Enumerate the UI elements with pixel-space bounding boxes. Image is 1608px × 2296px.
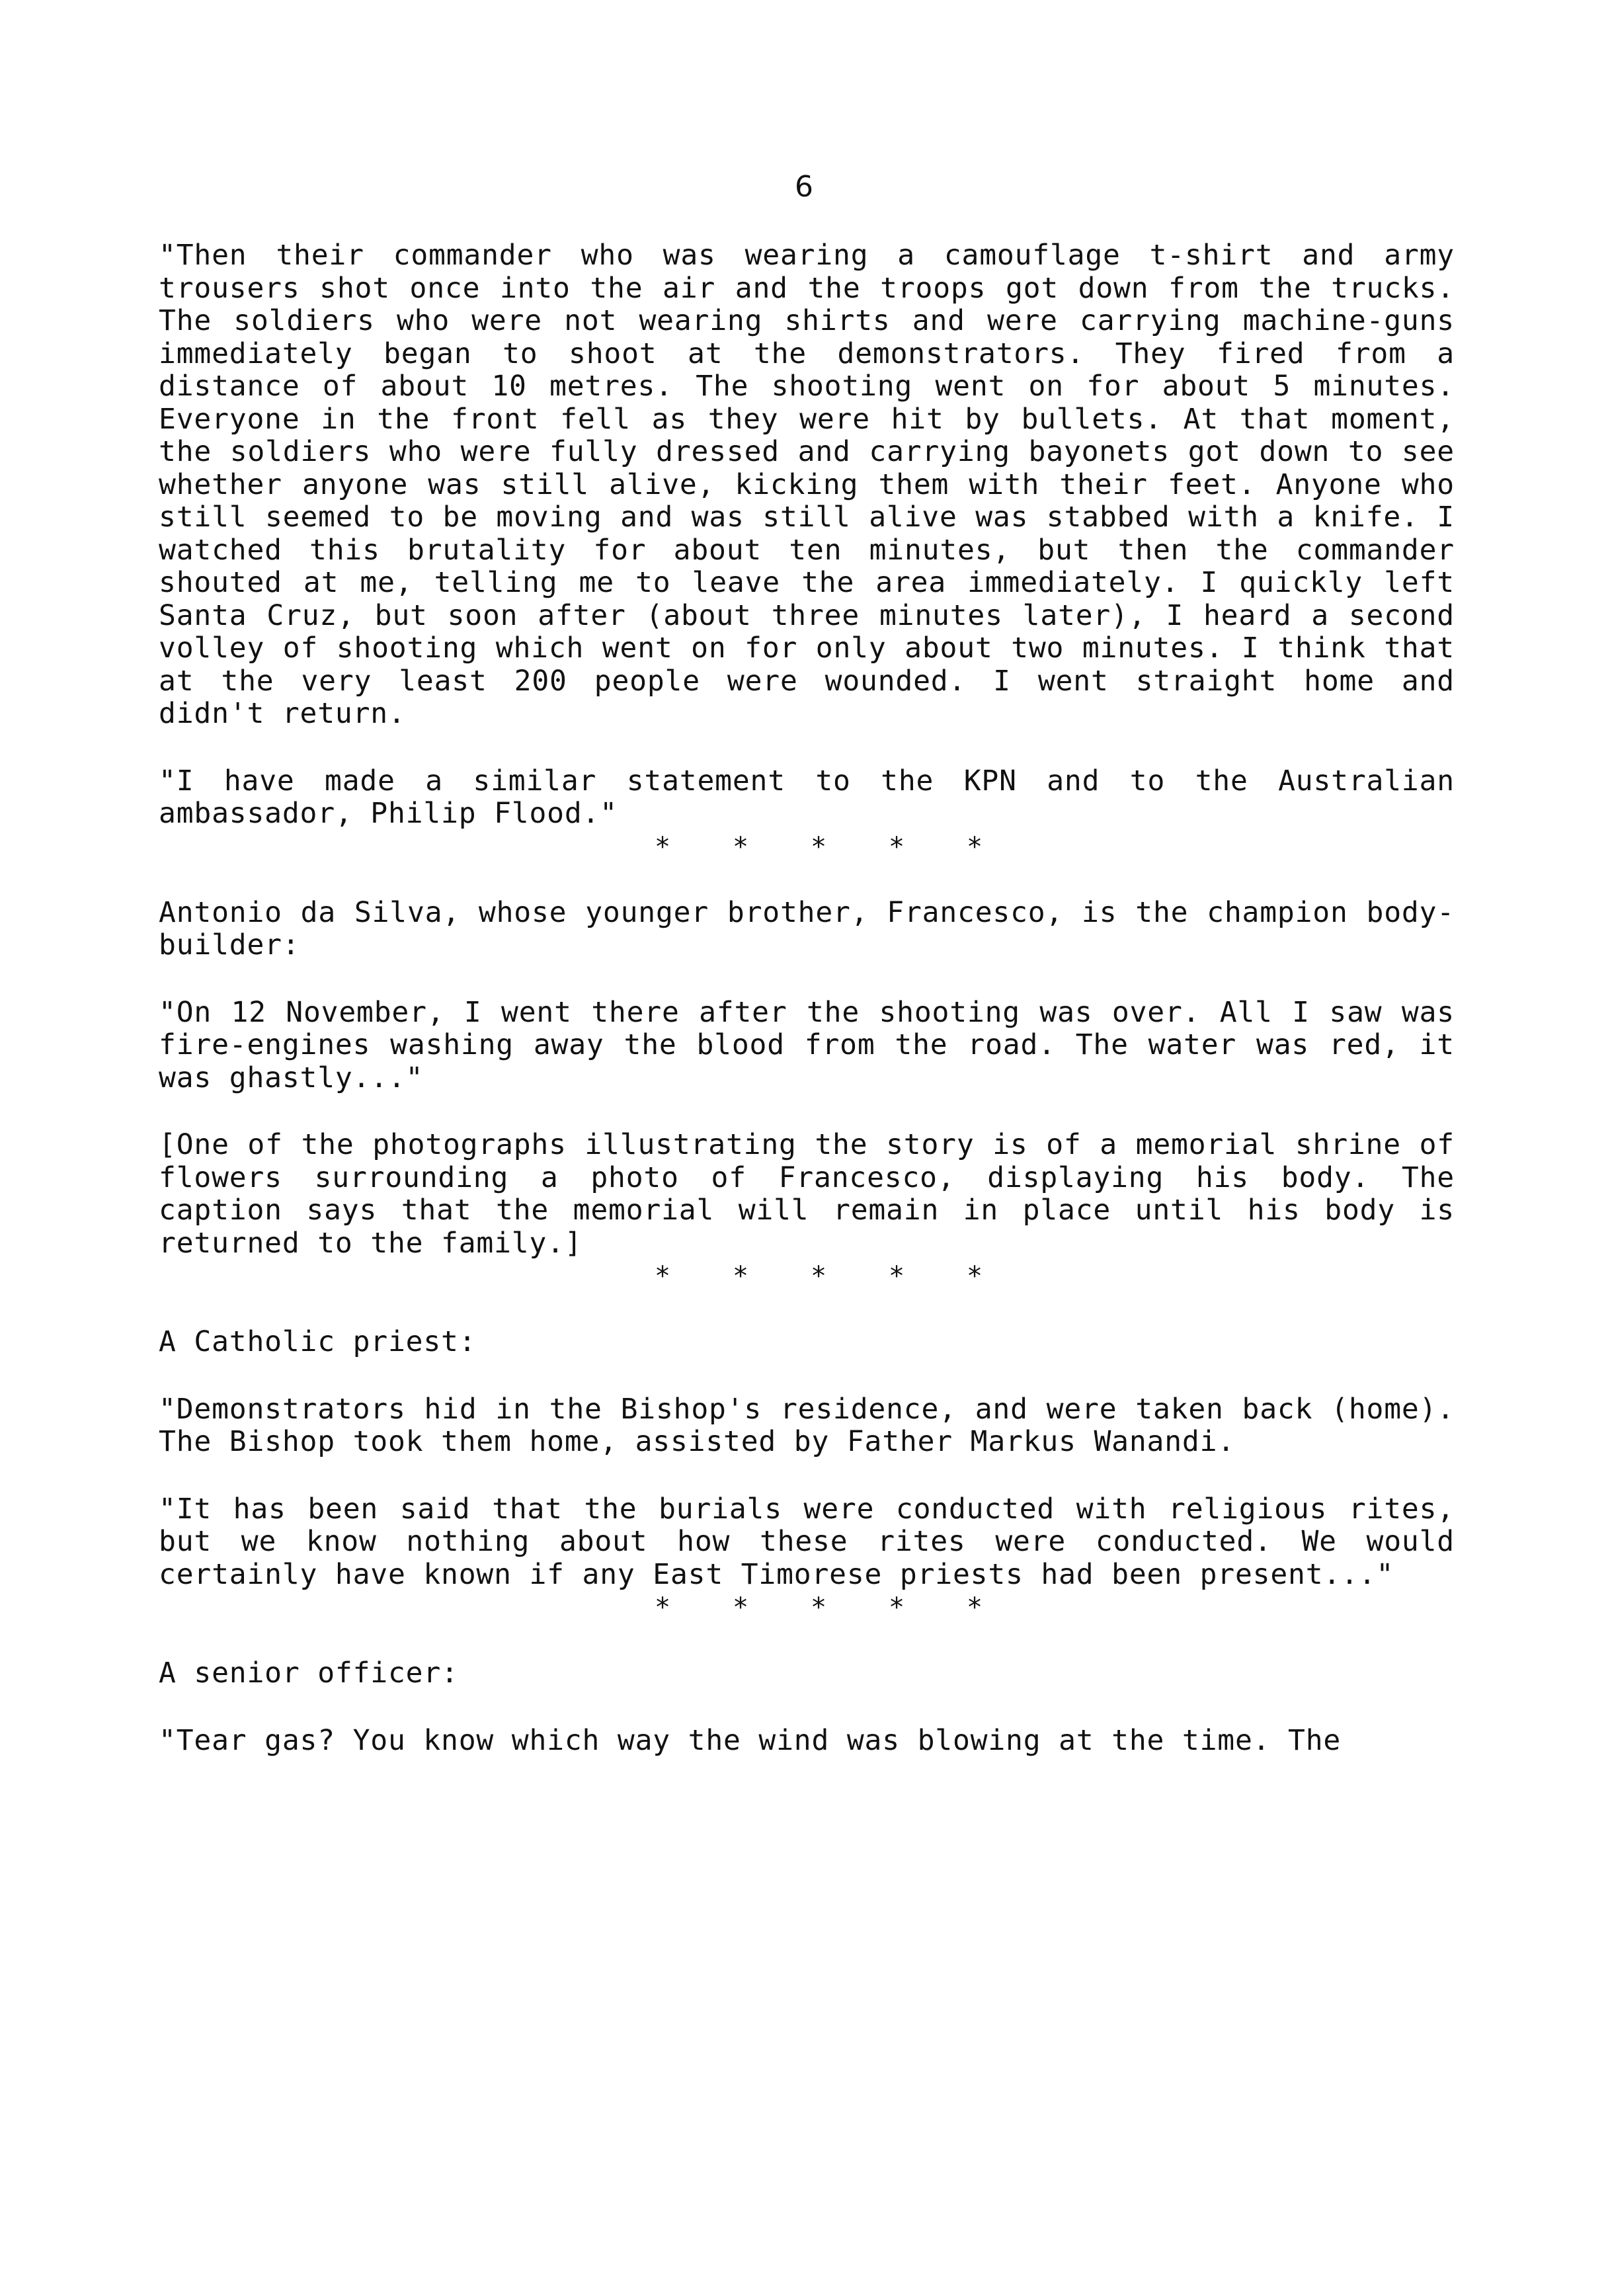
paragraph-testimony-antonio: "On 12 November, I went there after the shooting was over. All I saw was fire-engines washing away the blood from the road. The water was red, it was ghastly..."	[159, 995, 1455, 1094]
document-body	[159, 239, 1455, 1757]
paragraph-statement-kpn: "I have made a similar statement to the KPN and to the Australian ambassador, Philip Flood."	[159, 764, 1455, 830]
paragraph-speaker-priest: A Catholic priest:	[159, 1325, 477, 1358]
section-separator	[159, 1591, 1455, 1624]
section-separator	[159, 1260, 1455, 1293]
separator-star: *	[810, 1592, 827, 1623]
separator-star: *	[888, 1592, 905, 1623]
paragraph-testimony-priest-2: "It has been said that the burials were conducted with religious rites, but we know nothing about how these rites were conducted. We would certainly have known if any East Timorese priests had been present..."	[159, 1492, 1455, 1591]
separator-star: *	[888, 1261, 905, 1292]
paragraph-speaker-officer: A senior officer:	[159, 1657, 459, 1690]
section-separator	[159, 831, 1455, 864]
paragraph-testimony-shooting: "Then their commander who was wearing a camouflage t-shirt and army trousers shot once into the air and the troops got down from the trucks. The soldiers who were not wearing shirts and were carrying machine-guns immediately began to shoot at the demonstrators. They fired from a distance of about 10 metres. The shooting went on for about 5 minutes. Everyone in the front fell as they were hit by bullets. At that moment, the soldiers who were fully dressed and carrying bayonets got down to see whether anyone was still alive, kicking them with their feet. Anyone who still seemed to be moving and was still alive was stabbed with a knife. I watched this brutality for about ten minutes, but then the commander shouted at me, telling me to leave the area immediately. I quickly left Santa Cruz, but soon after (about three minutes later), I heard a second volley of shooting which went on for only about two minutes. I think that at the very least 200 people were wounded. I went straight home and didn't return.	[159, 239, 1455, 730]
separator-star: *	[732, 1261, 749, 1292]
paragraph-testimony-priest-1: "Demonstrators hid in the Bishop's residence, and were taken back (home). The Bishop took them home, assisted by Father Markus Wanandi.	[159, 1392, 1455, 1458]
separator-star: *	[888, 831, 905, 862]
separator-star: *	[732, 831, 749, 862]
separator-star: *	[732, 1592, 749, 1623]
separator-star: *	[966, 831, 983, 862]
separator-star: *	[810, 1261, 827, 1292]
separator-star: *	[966, 1261, 983, 1292]
separator-star: *	[654, 831, 671, 862]
page-number: 6	[795, 170, 813, 204]
separator-star: *	[654, 1592, 671, 1623]
separator-star: *	[966, 1592, 983, 1623]
separator-star: *	[810, 831, 827, 862]
paragraph-testimony-officer: "Tear gas? You know which way the wind was blowing at the time. The	[159, 1723, 1342, 1757]
separator-star: *	[654, 1261, 671, 1292]
paragraph-photo-note: [One of the photographs illustrating the story is of a memorial shrine of flowers surrounding a photo of Francesco, displaying his body. The caption says that the memorial will remain in place until his body is returned to the family.]	[159, 1128, 1455, 1260]
paragraph-speaker-antonio: Antonio da Silva, whose younger brother, Francesco, is the champion body-builder:	[159, 895, 1455, 962]
